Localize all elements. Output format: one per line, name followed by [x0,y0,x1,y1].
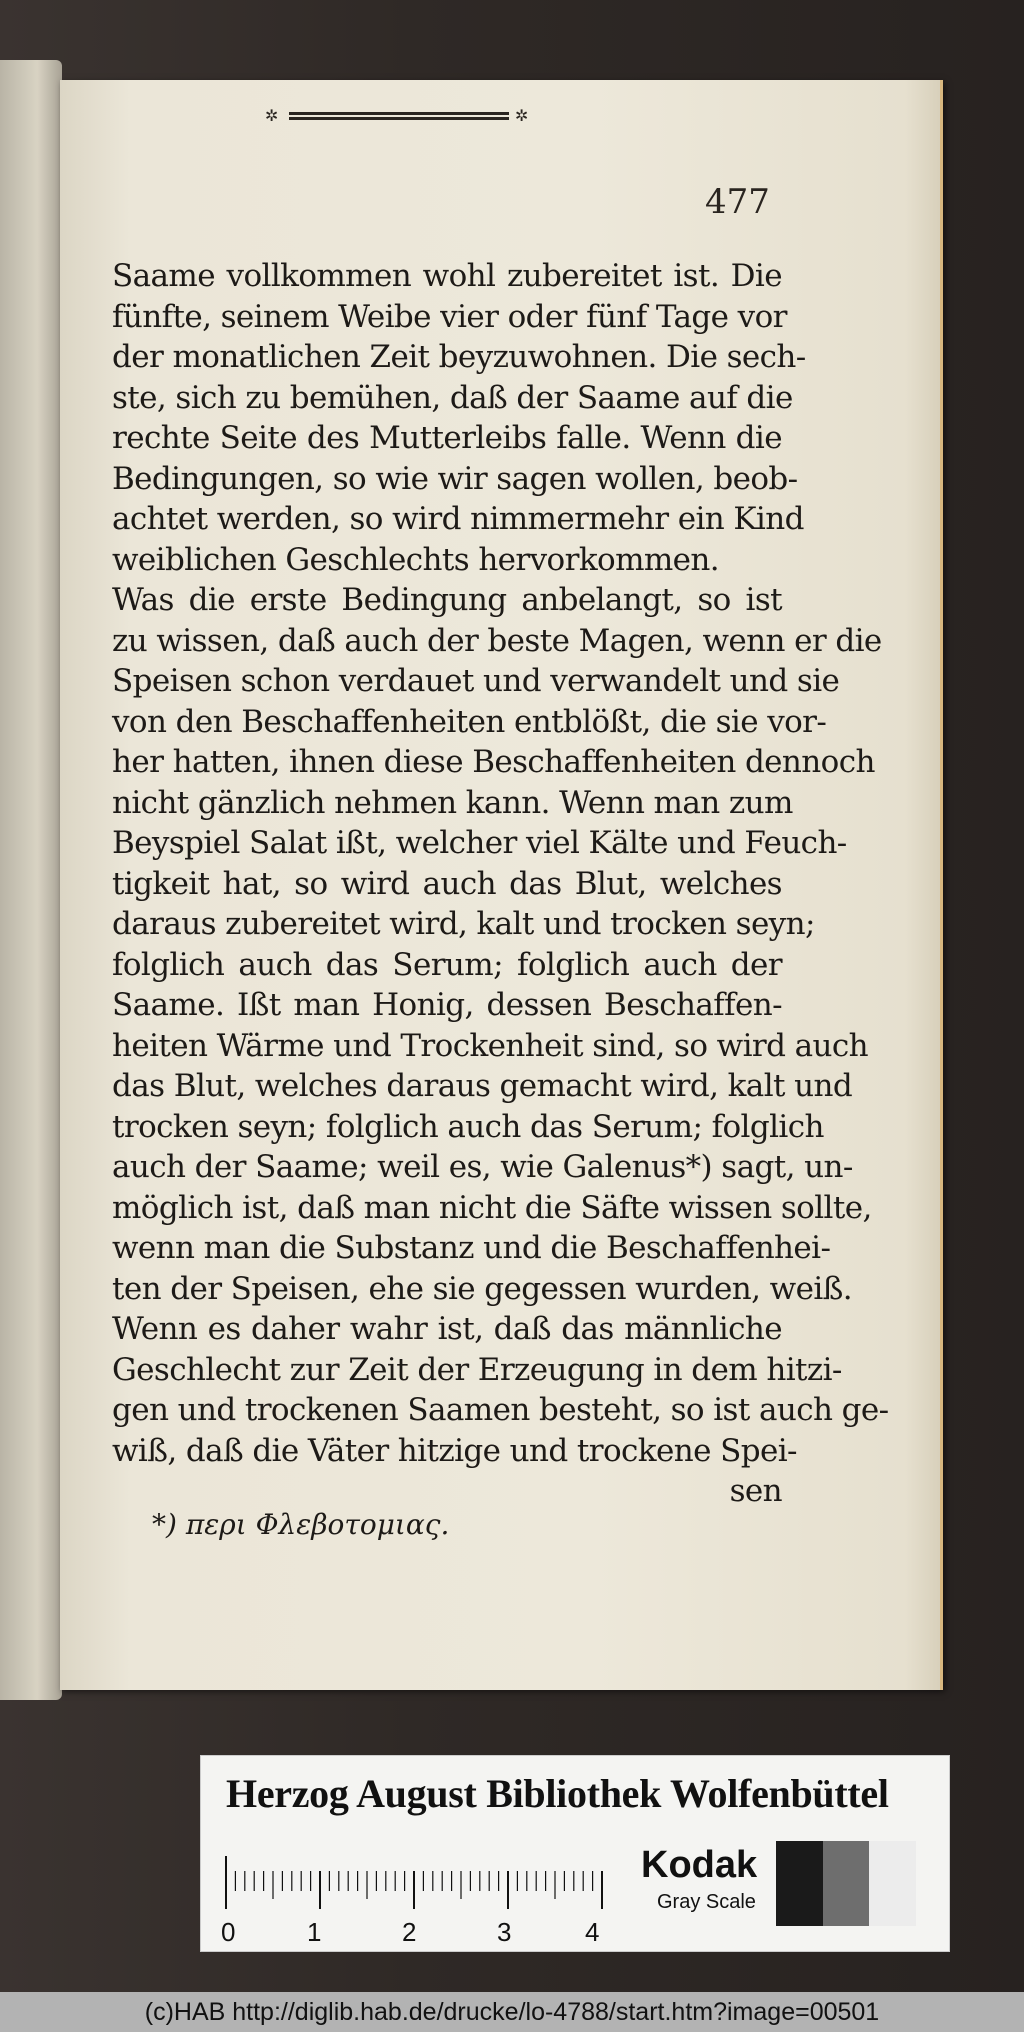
ruler-ticks [226,1871,602,1909]
color-target-card [200,1755,950,1952]
text-line: zu wissen, daß auch der beste Magen, wenn er die [112,622,882,659]
kodak-logo: Kodak [641,1844,758,1886]
library-name: Herzog August Bibliothek Wolfenbüttel [226,1771,889,1816]
text-line: Saame vollkommen wohl zubereitet ist. Die [112,258,782,294]
text-line: tigkeit hat, so wird auch das Blut, welches [112,865,782,902]
credit-bar [0,1992,1024,2032]
gray-patch-dark [823,1841,870,1926]
gray-scale-patches [776,1841,916,1926]
text-line: daraus zubereitet wird, kalt und trocken seyn; [112,906,815,942]
svg-text:✲: ✲ [265,108,279,124]
text-line: Was die erste Bedingung anbelangt, so ist [112,582,782,618]
text-line: ste, sich zu bemühen, daß der Saame auf die [112,379,793,416]
ruler-number: 1 [307,1917,322,1946]
text-line: wiß, daß die Väter hitzige und trockene Spei- [112,1432,797,1469]
text-line: möglich ist, daß man nicht die Säfte wissen sollte, [112,1189,872,1226]
ruler-number: 0 [221,1917,236,1946]
text-line: auch der Saame; weil es, wie Galenus*) sagt, un- [112,1149,853,1185]
text-line: wenn man die Substanz und die Beschaffenhei- [112,1230,831,1266]
text-line: nicht gänzlich nehmen kann. Wenn man zum [112,784,793,821]
text-line: achtet werden, so wird nimmermehr ein Kind [112,501,804,537]
text-line: Wenn es daher wahr ist, daß das männliche [112,1311,782,1347]
text-line: von den Beschaffenheiten entblößt, die sie vor- [112,703,827,740]
page-number: 477 [705,182,770,222]
header-ornament [265,108,537,124]
body-text [112,256,889,1512]
ruler-number: 4 [585,1917,600,1946]
text-line: heiten Wärme und Trockenheit sind, so wird auch [112,1027,869,1064]
gray-patch-light [869,1841,916,1926]
text-line: ten der Speisen, ehe sie gegessen wurden, weiß. [112,1270,852,1307]
ruler-number: 3 [497,1917,512,1946]
text-line: weiblichen Geschlechts hervorkommen. [112,541,720,578]
text-line: Speisen schon verdauet und verwandelt und sie [112,663,840,699]
text-line: Geschlecht zur Zeit der Erzeugung in dem hitzi- [112,1351,842,1388]
text-line: Bedingungen, so wie wir sagen wollen, beob- [112,460,798,497]
gray-scale-label: Gray Scale [657,1891,756,1913]
text-line: rechte Seite des Mutterleibs falle. Wenn die [112,420,782,456]
text-line: fünfte, seinem Weibe vier oder fünf Tage vor [112,298,787,335]
footnote: *) περι Φλεβοτομιας. [152,1508,450,1541]
text-line: her hatten, ihnen diese Beschaffenheiten dennoch [112,744,875,780]
left-page-edge [0,60,62,1700]
text-line: Beyspiel Salat ißt, welcher viel Kälte und Feuch- [112,825,847,861]
text-line: gen und trockenen Saamen besteht, so ist auch ge- [112,1392,889,1428]
ruler-number: 2 [402,1917,417,1946]
gray-patch-black [776,1841,823,1926]
text-line: trocken seyn; folglich auch das Serum; folglich [112,1108,824,1145]
measurement-ruler [221,1851,621,1946]
text-line: folglich auch das Serum; folglich auch der [112,946,782,983]
text-line: der monatlichen Zeit beyzuwohnen. Die sech- [112,339,806,375]
credit-text: (c)HAB http://diglib.hab.de/drucke/lo-4788/start.htm?image=00501 [144,1998,880,2026]
text-line: Saame. Ißt man Honig, dessen Beschaffen- [112,987,782,1023]
text-line: das Blut, welches daraus gemacht wird, kalt und [112,1068,853,1104]
catchword: sen [729,1473,782,1509]
svg-text:✲: ✲ [515,108,529,124]
